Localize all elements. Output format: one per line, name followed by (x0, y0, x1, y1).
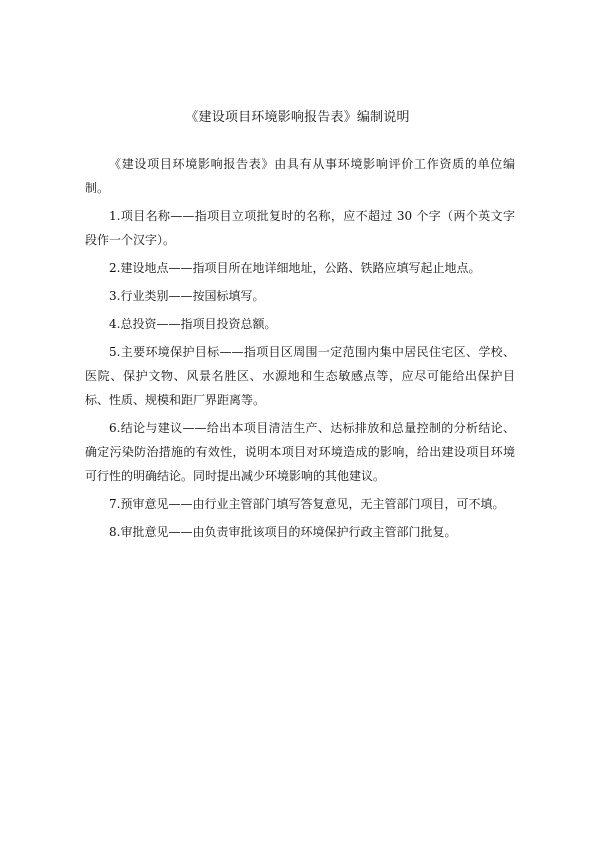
item-total-investment: 4.总投资——指项目投资总额。 (109, 317, 277, 331)
document-title: 《建设项目环境影响报告表》编制说明 (185, 110, 410, 125)
item-industry-category: 3.行业类别——按国标填写。 (109, 289, 265, 303)
document-body (85, 152, 515, 548)
item-approval-opinion: 8.审批意见——由负责审批该项目的环境保护行政主管部门批复。 (109, 525, 457, 539)
item-conclusions: 6.结论与建议——给出本项目清洁生产、达标排放和总量控制的分析结论、确定污染防治措施的有效性，说明本项目对环境造成的影响，给出建设项目环境可行性的明确结论。同时提出减少环境影响的其他建议。 (85, 421, 515, 483)
item-construction-site: 2.建设地点——指项目所在地详细地址，公路、铁路应填写起止地点。 (109, 261, 481, 275)
item-preliminary-review: 7.预审意见——由行业主管部门填写答复意见，无主管部门项目，可不填。 (109, 497, 505, 511)
intro-paragraph: 《建设项目环境影响报告表》由具有从事环境影响评价工作资质的单位编制。 (85, 157, 515, 195)
item-project-name: 1.项目名称——指项目立项批复时的名称，应不超过 30 个字（两个英文字段作一个汉字）。 (85, 209, 515, 247)
item-protection-targets: 5.主要环境保护目标——指项目区周围一定范围内集中居民住宅区、学校、医院、保护文物、风景名胜区、水源地和生态敏感点等，应尽可能给出保护目标、性质、规模和距厂界距离等。 (85, 345, 515, 407)
